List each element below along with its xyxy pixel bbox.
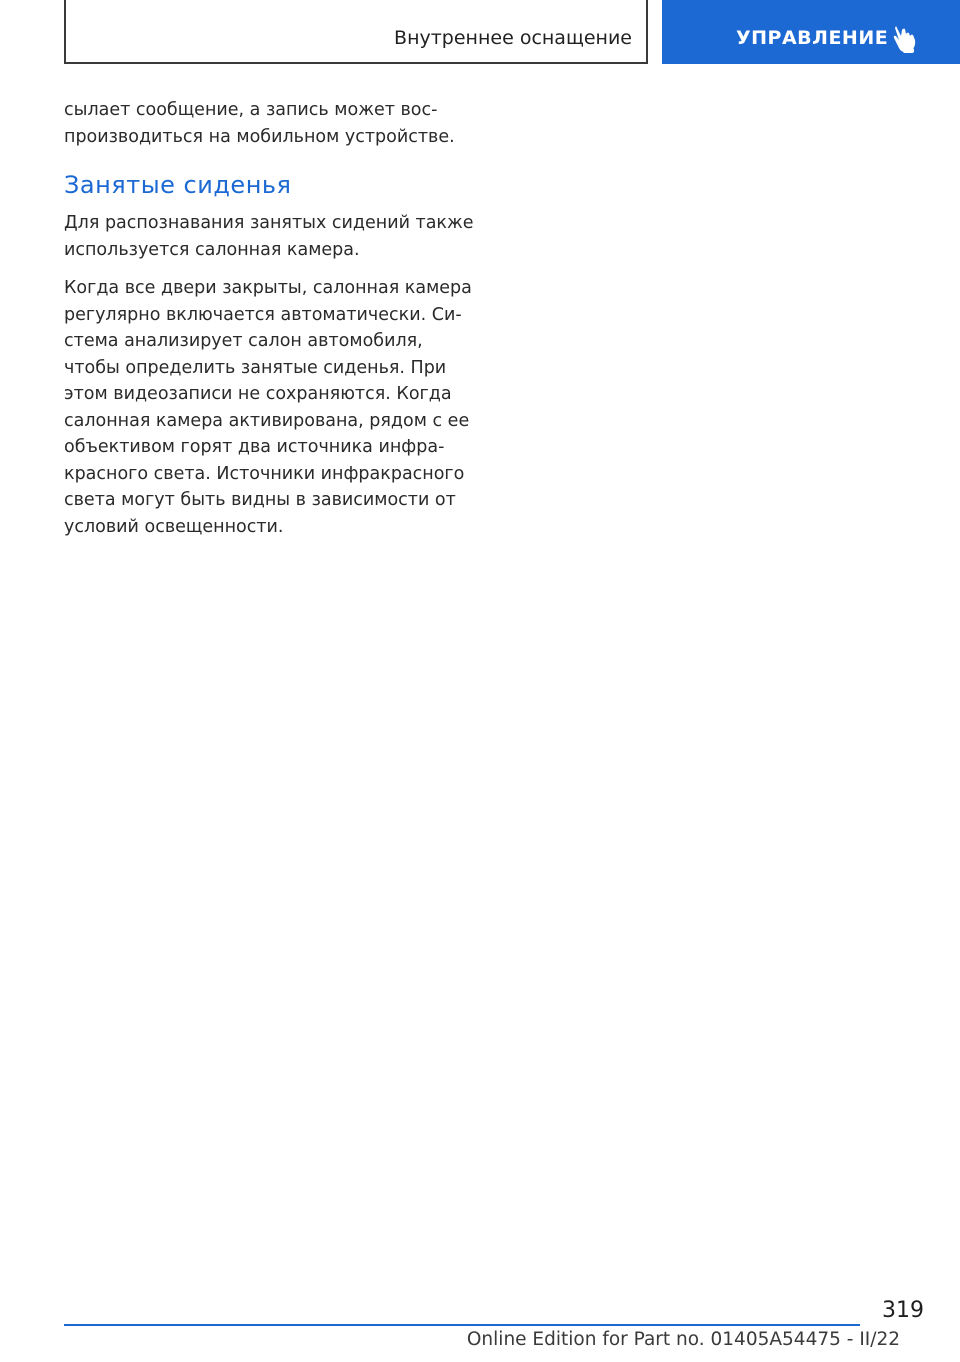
page-content xyxy=(64,97,484,552)
section-heading: Занятые сиденья xyxy=(64,171,292,199)
paragraph-camera-use xyxy=(64,210,484,263)
paragraph-camera-operation xyxy=(64,275,484,540)
text-line: производиться на мобильном устройстве. xyxy=(64,126,455,147)
intro-paragraph xyxy=(64,97,484,150)
header-chapter-tab[interactable] xyxy=(662,0,960,64)
section-title: Внутреннее оснащение xyxy=(394,27,632,49)
text-line: этом видеозаписи не сохраняются. Когда xyxy=(64,384,452,404)
text-line: используется салонная камера. xyxy=(64,239,360,260)
chapter-title: УПРАВЛЕНИЕ xyxy=(736,27,889,49)
text-line: объективом горят два источника инфра- xyxy=(64,437,445,457)
text-line: чтобы определить занятые сиденья. При xyxy=(64,357,447,378)
edition-footer[interactable]: Online Edition for Part no. 01405A54475 - II/22 xyxy=(466,1329,900,1350)
header-section-box xyxy=(64,0,648,64)
text-line: стема анализирует салон автомобиля, xyxy=(64,331,423,351)
text-line: условий освещенности. xyxy=(64,516,284,537)
text-line: красного света. Источники инфракрасного xyxy=(64,463,465,484)
text-line: Для распознавания занятых сидений также xyxy=(64,213,474,233)
text-line: регулярно включается автоматически. Си- xyxy=(64,304,462,325)
text-line: Когда все двери закрыты, салонная камера xyxy=(64,278,472,298)
pointing-hand-icon xyxy=(892,24,918,54)
page-number: 319 xyxy=(882,1298,924,1323)
footer-divider xyxy=(64,1324,860,1326)
text-line: света могут быть видны в зависимости от xyxy=(64,490,456,510)
text-line: салонная камера активирована, рядом с ее xyxy=(64,410,470,431)
text-line: сылает сообщение, а запись может вос- xyxy=(64,100,438,120)
